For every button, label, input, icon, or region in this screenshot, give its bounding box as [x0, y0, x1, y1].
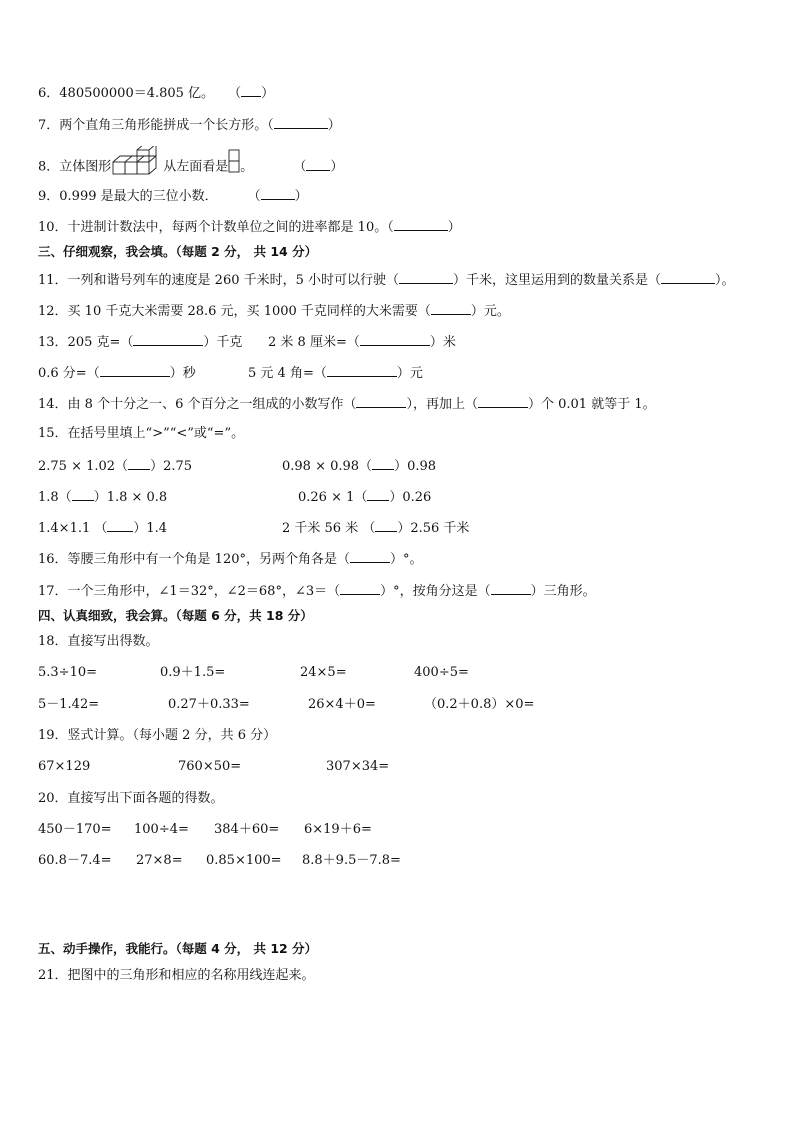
answer-blank[interactable] [133, 333, 203, 346]
answer-blank[interactable] [431, 302, 471, 315]
answer-blank[interactable] [72, 488, 94, 501]
answer-blank[interactable] [128, 457, 150, 470]
compare-item: 1.4×1.1 （ ）1.4 [38, 521, 168, 536]
question-13-a: 13．205 克=（ ）千克 [38, 335, 243, 350]
left-view-image [228, 149, 240, 185]
calc-item: 5.3÷10= [38, 665, 98, 680]
question-14: 14．由 8 个十分之一、6 个百分之一组成的小数写作（ ），再加上（ ）个 0.01 就等于 1。 [38, 397, 656, 412]
calc-item: 400÷5= [414, 665, 469, 680]
answer-blank[interactable] [327, 364, 397, 377]
calc-item: 24×5= [300, 665, 347, 680]
question-9-text: 9．0.999 是最大的三位小数． [38, 189, 218, 204]
answer-blank[interactable] [261, 187, 295, 200]
calc-item: 27×8= [136, 853, 183, 868]
question-6-text: 6．480500000＝4.805 亿。 [38, 86, 215, 101]
answer-blank[interactable] [100, 364, 170, 377]
question-19-title: 19．竖式计算。（每小题 2 分，共 6 分） [38, 728, 277, 743]
question-13-b: 2 米 8 厘米=（ ）米 [268, 335, 456, 350]
answer-blank[interactable] [306, 158, 330, 171]
answer-blank[interactable] [356, 395, 406, 408]
calc-item: 307×34= [326, 759, 390, 774]
calc-item: 26×4＋0= [308, 697, 376, 712]
question-16: 16．等腰三角形中有一个角是 120°，另两个角各是（ ）°。 [38, 552, 423, 567]
calc-item: 5－1.42= [38, 697, 100, 712]
compare-item: 2.75 × 1.02（ ）2.75 [38, 459, 193, 474]
calc-item: 67×129 [38, 759, 91, 774]
question-7-text: 7．两个直角三角形能拼成一个长方形。（ [38, 118, 274, 133]
calc-item: 60.8－7.4= [38, 853, 112, 868]
question-8: 8．立体图形 从左面看是 。 （ ） [38, 146, 343, 176]
section-3-heading: 三、仔细观察，我会填。（每题 2 分， 共 14 分） [38, 244, 318, 259]
calc-item: 8.8＋9.5－7.8= [302, 853, 401, 868]
section-4-heading: 四、认真细致，我会算。（每题 6 分，共 18 分） [38, 608, 313, 623]
question-17: 17．一个三角形中，∠1＝32°，∠2＝68°，∠3＝（ ）°，按角分这是（ ）三角形。 [38, 584, 596, 599]
compare-item: 2 千米 56 米 （ ）2.56 千米 [282, 521, 470, 536]
calc-item: 0.9＋1.5= [160, 665, 226, 680]
question-9: 9．0.999 是最大的三位小数． （ ） [38, 189, 308, 204]
calc-item: 450－170= [38, 822, 112, 837]
answer-blank[interactable] [661, 271, 715, 284]
answer-blank[interactable] [274, 116, 328, 129]
calc-item: 0.85×100= [206, 853, 282, 868]
question-10-text: 10．十进制计数法中，每两个计数单位之间的进率都是 10。（ [38, 220, 394, 235]
answer-blank[interactable] [394, 218, 448, 231]
question-12: 12．买 10 千克大米需要 28.6 元，买 1000 千克同样的大米需要（ ）元。 [38, 304, 510, 319]
question-6: 6．480500000＝4.805 亿。 （ ） [38, 86, 275, 101]
answer-blank[interactable] [241, 84, 261, 97]
compare-item: 1.8（ ）1.8 × 0.8 [38, 490, 168, 505]
compare-item: 0.98 × 0.98（ ）0.98 [282, 459, 437, 474]
answer-blank[interactable] [340, 582, 380, 595]
answer-blank[interactable] [107, 519, 133, 532]
question-13-c: 0.6 分=（ ）秒 [38, 366, 196, 381]
answer-blank[interactable] [360, 333, 430, 346]
question-20-title: 20．直接写出下面各题的得数。 [38, 791, 224, 806]
calc-item: 384＋60= [214, 822, 280, 837]
answer-blank[interactable] [478, 395, 528, 408]
question-11: 11．一列和谐号列车的速度是 260 千米时，5 小时可以行驶（ ）千米，这里运用到的数量关系是（ ）。 [38, 273, 735, 288]
calc-item: 100÷4= [134, 822, 189, 837]
question-15-title: 15．在括号里填上“>”“<”或“=”。 [38, 426, 245, 441]
answer-blank[interactable] [375, 519, 397, 532]
answer-blank[interactable] [367, 488, 389, 501]
calc-item: （0.2＋0.8）×0= [424, 697, 535, 712]
answer-blank[interactable] [399, 271, 453, 284]
question-18-title: 18．直接写出得数。 [38, 634, 159, 649]
calc-item: 760×50= [178, 759, 242, 774]
answer-blank[interactable] [350, 550, 390, 563]
question-13-d: 5 元 4 角=（ ）元 [248, 366, 423, 381]
solid-figure-image [111, 146, 163, 188]
compare-item: 0.26 × 1（ ）0.26 [298, 490, 432, 505]
section-5-heading: 五、动手操作，我能行。（每题 4 分， 共 12 分） [38, 941, 318, 956]
question-7: 7．两个直角三角形能拼成一个长方形。（ ） [38, 118, 341, 133]
calc-item: 0.27＋0.33= [168, 697, 250, 712]
answer-blank[interactable] [372, 457, 394, 470]
question-10: 10．十进制计数法中，每两个计数单位之间的进率都是 10。（ ） [38, 220, 461, 235]
answer-blank[interactable] [491, 582, 531, 595]
calc-item: 6×19＋6= [304, 822, 372, 837]
question-21: 21．把图中的三角形和相应的名称用线连起来。 [38, 968, 315, 983]
